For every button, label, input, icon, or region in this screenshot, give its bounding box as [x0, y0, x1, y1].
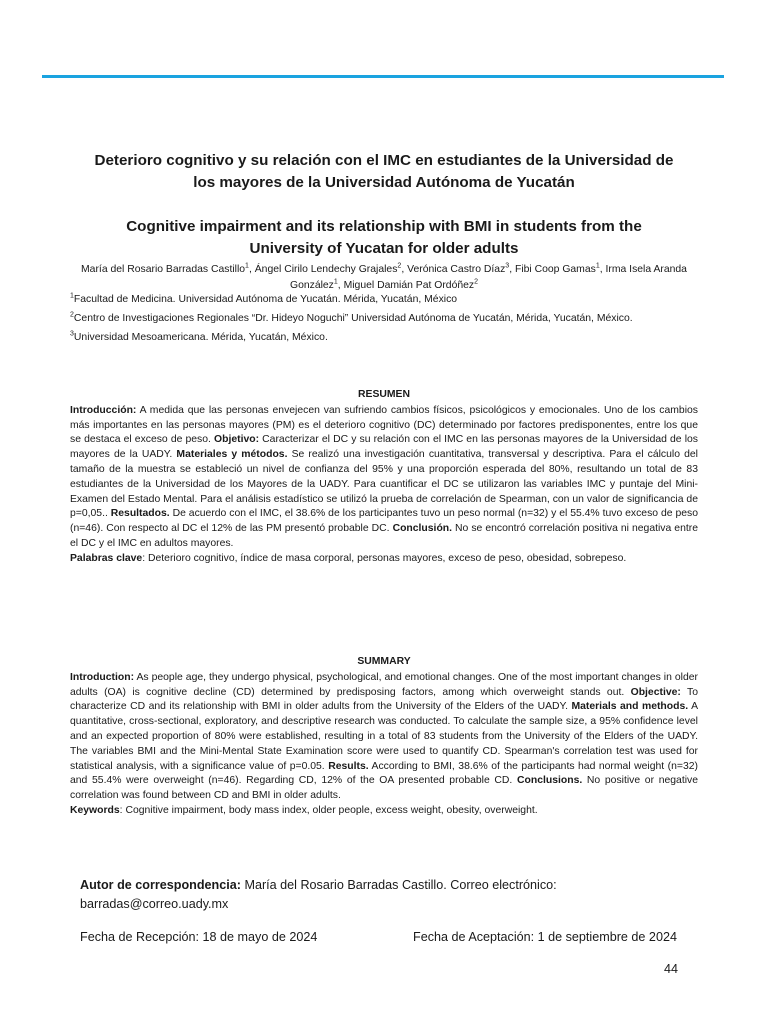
objective-label: Objetivo:	[214, 434, 260, 446]
affiliation-item	[70, 330, 670, 346]
author-sup: 1	[595, 262, 600, 270]
affiliation-text: Facultad de Medicina. Universidad Autónoma de Yucatán. Mérida, Yucatán, México	[73, 294, 458, 305]
abstract-english	[70, 655, 698, 819]
conclusion-label: Conclusions.	[517, 775, 583, 787]
resumen-body	[70, 404, 698, 552]
conclusion-label: Conclusión.	[392, 523, 453, 535]
affiliation-item	[70, 292, 670, 308]
correspondence-label: Autor de correspondencia:	[80, 878, 241, 892]
objective-text: To characterize CD and its relationship with BMI in older adults from the University of the Elders of the UADY.	[70, 686, 698, 713]
title-en-line2: University of Yucatan for older adults	[249, 240, 519, 257]
objective-text: Caracterizar el DC y su relación con el IMC en las personas mayores de la Universidad de los mayores de la UADY.	[70, 434, 698, 461]
correspondence-block	[80, 876, 680, 914]
title-es-line1: Deterioro cognitivo y su relación con el IMC en estudiantes de la Universidad de	[94, 152, 674, 169]
correspondence-text: María del Rosario Barradas Castillo. Correo electrónico:	[240, 878, 557, 892]
keywords-text: : Cognitive impairment, body mass index, older people, excess weight, obesity, overweight.	[119, 804, 538, 816]
conclusion-text: No positive or negative correlation was found between CD and BMI in older adults.	[70, 775, 698, 802]
affiliation-text: Centro de Investigaciones Regionales “Dr. Hideyo Noguchi” Universidad Autónoma de Yucatán, Mérida, Yucatán, México.	[73, 313, 633, 324]
keywords-label: Keywords	[70, 804, 120, 816]
author-name: Fibi Coop Gamas	[514, 264, 596, 275]
title-english	[50, 216, 718, 260]
author-sup: 2	[474, 278, 479, 286]
summary-body	[70, 671, 698, 804]
correspondence-email[interactable]: barradas@correo.uady.mx	[80, 897, 229, 911]
affiliation-sup: 2	[70, 311, 74, 319]
intro-label: Introduction:	[70, 671, 135, 683]
intro-label: Introducción:	[70, 404, 137, 416]
results-label: Results.	[328, 760, 369, 772]
affiliation-list	[70, 292, 670, 349]
received-date: Fecha de Recepción: 18 de mayo de 2024	[80, 930, 318, 944]
affiliation-item	[70, 311, 670, 327]
resumen-heading: RESUMEN	[358, 389, 410, 400]
keywords-en	[70, 804, 698, 819]
methods-text: A quantitative, cross-sectional, exploratory, and descriptive research was conducted. To calculate the sample size, a 95% confidence level and an expected proportion of 80% were established, resulting in a total of 83 students from the University of the Elders of the UADY. The variables BMI and the Mini-Mental State Examination score were used to quantify CD. Spearman's correlation test was used for statistical analysis, with a significance value of p=0.05.	[70, 701, 698, 772]
affiliation-text: Universidad Mesoamericana. Mérida, Yucatán, México.	[73, 332, 328, 343]
conclusion-text: No se encontró correlación positiva ni negativa entre el DC y el IMC en adultos mayores.	[70, 523, 698, 549]
intro-text: A medida que las personas envejecen van sufriendo cambios físicos, psicológicos y emocionales. Uno de los cambios más importantes en las personas mayores (PM) es el deterioro cognitivo (DC) determinado por factores predisponentes, entre los que se destaca el exceso de peso.	[70, 404, 698, 446]
author-sup: 1	[333, 278, 338, 286]
results-text: De acuerdo con el IMC, el 38.6% de los participantes tuvo un peso normal (n=32) y el 55.4% tuvo exceso de peso (n=46). Con respecto al DC el 12% de las PM presentó probable DC.	[70, 508, 698, 535]
methods-label: Materials and methods.	[571, 701, 689, 713]
keywords-text: : Deterioro cognitivo, índice de masa corporal, personas mayores, exceso de peso, obesidad, sobrepeso.	[142, 552, 627, 564]
author-name: Ángel Cirilo Lendechy Grajales	[254, 264, 398, 275]
abstract-spanish	[70, 388, 698, 567]
keywords-es	[70, 552, 698, 567]
author-list: María del Rosario Barradas Castillo$^1$, Ángel Cirilo Lendechy Grajales$^2$, Verónica Castro Díaz$^3$, Fibi Coop Gamas$^1$, Irma Isela Aranda González$^1$, Miguel Damián Pat Ordóñez$^2$	[81, 262, 687, 291]
objective-label: Objective:	[630, 686, 681, 698]
title-en-line1: Cognitive impairment and its relationship with BMI in students from the	[126, 218, 642, 235]
author-sup: 2	[397, 262, 402, 270]
page-number: 44	[664, 962, 679, 976]
dates-row	[80, 928, 700, 946]
summary-heading: SUMMARY	[357, 656, 411, 667]
author-name: Verónica Castro Díaz	[407, 264, 506, 275]
accepted-date: Fecha de Aceptación: 1 de septiembre de 2024	[413, 930, 677, 944]
affiliation-sup: 1	[70, 292, 74, 300]
intro-text: As people age, they undergo physical, psychological, and emotional changes. One of the most important changes in older adults (OA) is cognitive decline (CD) determined by predisposing factors, among which overweight stands out.	[70, 671, 698, 698]
author-name: María del Rosario Barradas Castillo	[81, 264, 246, 275]
title-es-line2: los mayores de la Universidad Autónoma de Yucatán	[193, 174, 575, 191]
results-label: Resultados.	[110, 508, 170, 520]
title-spanish	[50, 150, 718, 194]
author-sup: 1	[245, 262, 249, 270]
methods-label: Materiales y métodos.	[176, 449, 288, 461]
methods-text: Se realizó una investigación cuantitativa, transversal y descriptiva. Para el cálculo del tamaño de la muestra se estableció un nivel de confianza del 95% y una proporción esperada del 80%, resultando un total de 83 estudiantes de la Universidad de los Mayores de la UADY. Para cuantificar el DC se utilizaron las variables IMC y puntaje del Mini-Examen del Estado Mental. Para el análisis estadístico se utilizó la prueba de correlación de Spearman, con un valor de significancia de p=0,05..	[70, 449, 698, 520]
affiliation-sup: 3	[70, 330, 74, 338]
author-sup: 3	[505, 262, 510, 270]
author-name: Irma Isela Aranda González	[289, 264, 687, 291]
header-rule	[42, 75, 724, 78]
results-text: According to BMI, 38.6% of the participants had normal weight (n=32) and 55.4% were overweight (n=46). Regarding CD, 12% of the OA presented probable CD.	[70, 760, 698, 787]
keywords-label: Palabras clave	[70, 552, 143, 564]
author-name: Miguel Damián Pat Ordóñez	[343, 280, 475, 291]
